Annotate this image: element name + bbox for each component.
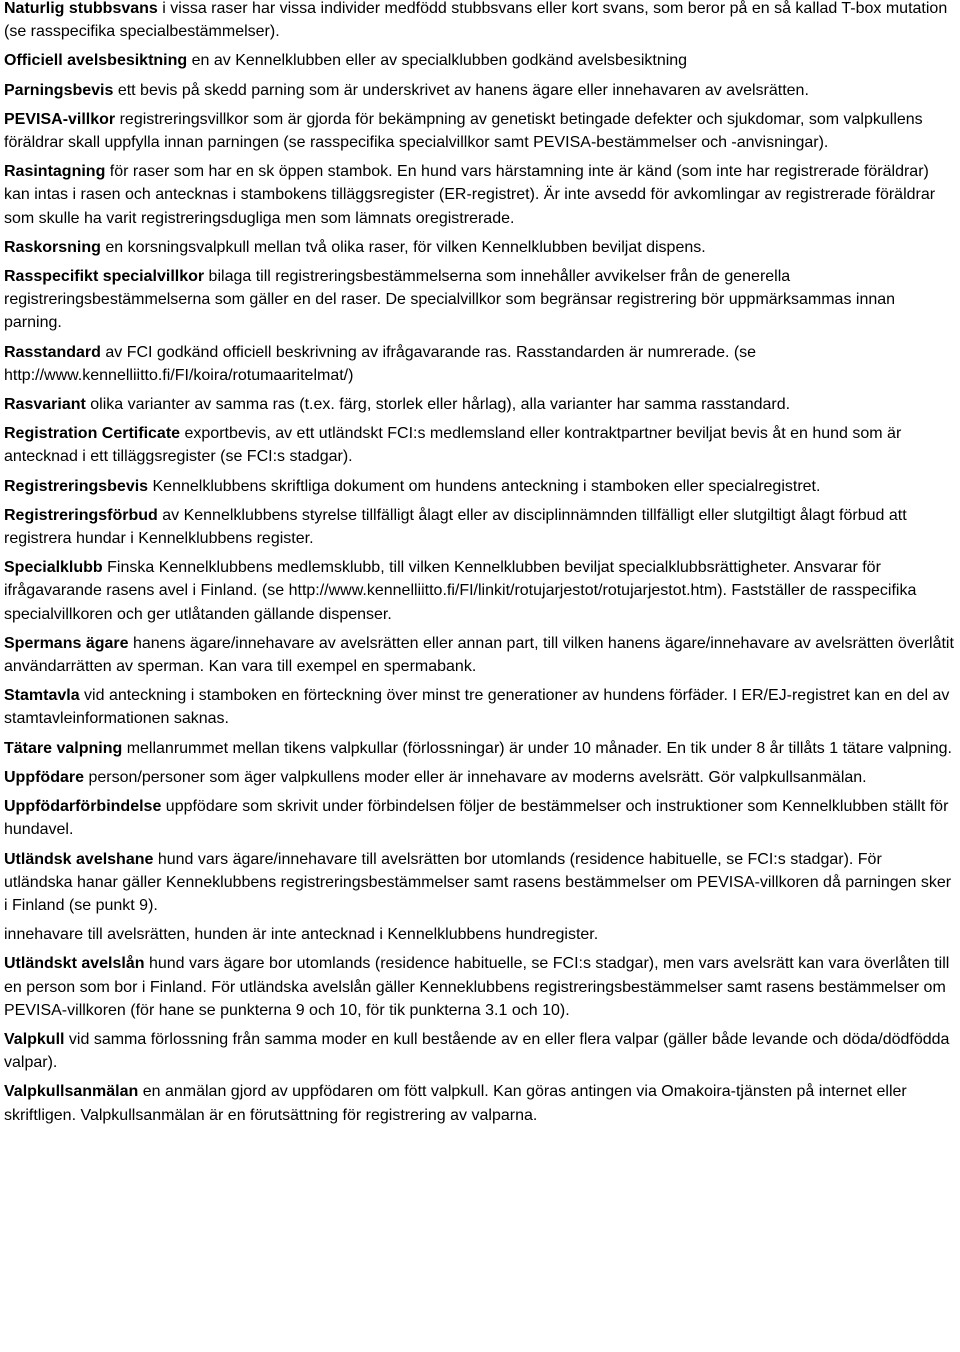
glossary-entry (4, 952, 954, 1022)
definition: ett bevis på skedd parning som är underskrivet av hanens ägare eller innehavaren av avelsrätten. (113, 81, 809, 99)
term: PEVISA-villkor (4, 110, 116, 128)
glossary-entry (4, 160, 954, 230)
definition: hund vars ägare bor utomlands (residence habituelle, se FCI:s stadgar), men vars avelsrätt kan vara överlåten till en person som bor i Finland. För utländska avelslån gäller Kenneklubbens registreringsbestämmelser samt rasens bestämmelser om PEVISA-villkoren (för hane se punkterna 9 och 10, för tik punkterna 3.1 och 10). (4, 955, 950, 1019)
glossary-entry (4, 79, 954, 102)
term: Officiell avelsbesiktning (4, 52, 188, 70)
term: Uppfödare (4, 768, 84, 786)
definition: i vissa raser har vissa individer medfödd stubbsvans eller kort svans, som beror på en så kallad T-box mutation (se rasspecifika specialbestämmelser). (4, 0, 948, 41)
definition: bilaga till registreringsbestämmelserna som innehåller avvikelser från de generella registreringsbestämmelserna som gäller en del raser. De specialvillkor som begränsar registrering bör uppmärksammas innan parning. (4, 268, 896, 332)
definition: Kennelklubbens skriftliga dokument om hundens anteckning i stamboken eller specialregistret. (148, 477, 821, 495)
glossary-entry (4, 108, 954, 154)
glossary-entry (4, 848, 954, 918)
term: Registreringsförbud (4, 506, 158, 524)
definition: mellanrummet mellan tikens valpkullar (förlossningar) är under 10 månader. En tik under 8 år tillåts 1 tätare valpning. (122, 739, 952, 757)
term: Valpkullsanmälan (4, 1083, 139, 1101)
term: Rasstandard (4, 343, 101, 361)
glossary-entry (4, 393, 954, 416)
glossary-entry (4, 795, 954, 841)
glossary-entry (4, 632, 954, 678)
term: Utländsk avelshane (4, 850, 154, 868)
definition: registreringsvillkor som är gjorda för bekämpning av genetiskt betingade defekter och sjukdomar, som valpkullens föräldrar skall uppfylla innan parningen (se rasspecifika specialvillkor samt PEVISA-bestämmelser och -anvisningar). (4, 110, 923, 152)
glossary-entry (4, 1028, 954, 1074)
glossary-entry (4, 341, 954, 387)
definition: uppfödare som skrivit under förbindelsen följer de bestämmelser och instruktioner som Kennelklubben ställt för hundavel. (4, 798, 949, 839)
definition: hund vars ägare/innehavare till avelsrätten bor utomlands (residence habituelle, se FCI:s stadgar). För utländska hanar gäller Kenneklubbens registreringsbestämmelser samt rasens bestämmelser om PEVISA-villkoren då parningen sker i Finland (se punkt 9). (4, 850, 952, 914)
term: Specialklubb (4, 559, 103, 577)
glossary-entry (4, 766, 954, 789)
glossary-entry (4, 1080, 954, 1126)
glossary-entry (4, 475, 954, 498)
glossary-entry (4, 737, 954, 760)
term: Stamtavla (4, 687, 80, 705)
term: Rasspecifikt specialvillkor (4, 268, 205, 286)
definition: innehavare till avelsrätten, hunden är inte antecknad i Kennelklubbens hundregister. (4, 926, 599, 944)
term: Registreringsbevis (4, 477, 149, 495)
glossary-entry (4, 0, 954, 43)
term: Tätare valpning (4, 739, 123, 757)
definition: vid anteckning i stamboken en förteckning över minst tre generationer av hundens förfäder. I ER/EJ-registret kan en del av stamtavleinformationen saknas. (4, 687, 950, 728)
definition: Finska Kennelklubbens medlemsklubb, till vilken Kennelklubben beviljat specialklubbsrättigheter. Ansvarar för ifrågavarande rasens avel i Finland. (se http://www.kennelliitto.fi/FI/linkit/rotujarjestot/rotujarjestot.htm). Fastställer de rasspecifika specialvillkoren och ger utlåtanden gällande dispenser. (4, 559, 917, 623)
glossary-entry (4, 236, 954, 259)
glossary-entry (4, 504, 954, 550)
definition: för raser som har en sk öppen stambok. En hund vars härstamning inte är känd (som inte har registrerade föräldrar) kan intas i rasen och antecknas i stambokens tilläggsregister (ER-registret). Är inte avsedd för avkomlingar av registrerade föräldrar som skulle ha varit registreringsdugliga men som lämnats oregistrerade. (4, 163, 936, 227)
term: Valpkull (4, 1030, 65, 1048)
glossary-entry (4, 684, 954, 730)
term: Utländskt avelslån (4, 955, 145, 973)
term: Parningsbevis (4, 81, 114, 99)
glossary-entry (4, 49, 954, 72)
glossary-continuation-line (4, 923, 954, 946)
definition: en anmälan gjord av uppfödaren om fött valpkull. Kan göras antingen via Omakoira-tjänsten på internet eller skriftligen. Valpkullsanmälan är en förutsättning för registrering av valparna. (4, 1083, 907, 1124)
glossary-entry (4, 265, 954, 335)
glossary-entry (4, 422, 954, 468)
definition: olika varianter av samma ras (t.ex. färg, storlek eller hårlag), alla varianter har samma rasstandard. (85, 396, 791, 414)
definition: av Kennelklubbens styrelse tillfälligt ålagt eller av disciplinnämnden tillfälligt eller slutgiltigt ålagt förbud att registrera hundar i Kennelklubbens register. (4, 506, 907, 548)
definition: av FCI godkänd officiell beskrivning av ifrågavarande ras. Rasstandarden är numrerade. (se http://www.kennelliitto.fi/FI/koira/rotumaaritelmat/) (4, 343, 757, 384)
definition: exportbevis, av ett utländskt FCI:s medlemsland eller kontraktpartner beviljat bevis åt en hund som är antecknad i ett tilläggsregister (se FCI:s stadgar). (4, 425, 902, 466)
term: Spermans ägare (4, 634, 129, 652)
term: Registration Certificate (4, 425, 181, 443)
definition: en av Kennelklubben eller av specialklubben godkänd avelsbesiktning (187, 52, 688, 70)
term: Uppfödarförbindelse (4, 798, 162, 816)
glossary-entry (4, 556, 954, 626)
term: Raskorsning (4, 238, 101, 256)
definition: en korsningsvalpkull mellan två olika raser, för vilken Kennelklubben beviljat dispens. (100, 238, 706, 256)
term: Rasintagning (4, 163, 106, 181)
definition: vid samma förlossning från samma moder en kull bestående av en eller flera valpar (gäller både levande och döda/dödfödda valpar). (4, 1030, 950, 1072)
definition: hanens ägare/innehavare av avelsrätten eller annan part, till vilken hanens ägare/innehavare av avelsrätten överlåtit användarrätten av sperman. Kan vara till exempel en spermabank. (4, 634, 954, 676)
definition: person/personer som äger valpkullens moder eller är innehavare av moderns avelsrätt. Gör valpkullsanmälan. (84, 768, 867, 786)
term: Naturlig stubbsvans (4, 0, 158, 17)
term: Rasvariant (4, 396, 86, 414)
